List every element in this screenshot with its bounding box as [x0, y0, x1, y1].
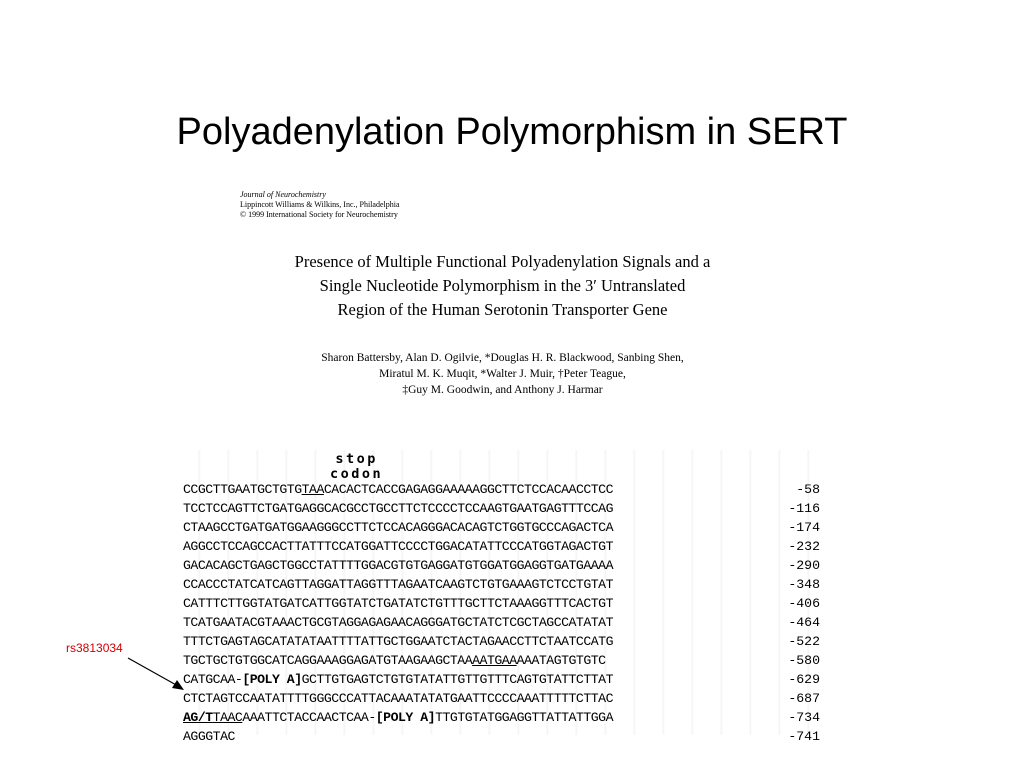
sequence-position: -116 — [788, 501, 820, 516]
sequence-position: -290 — [788, 558, 820, 573]
sequence-position: -406 — [788, 596, 820, 611]
codon-label: codon — [330, 466, 384, 482]
poly-a-marker: [POLY A] — [375, 710, 436, 725]
sequence-position: -232 — [788, 539, 820, 554]
sequence-segment: AAATTCTACCAACTCAA- — [242, 710, 376, 725]
journal-publisher: Lippincott Williams & Wilkins, Inc., Philadelphia — [240, 200, 400, 209]
sequence-segment: GCTTGTGAGTCTGTGTATATTGTTGTTTCAGTGTATTCTTAT — [301, 672, 614, 687]
sequence-line: TTTCTGAGTAGCATATATAATTTTATTGCTGGAATCTACTAGAACCTTCTAATCCATG — [183, 634, 613, 649]
stop-codon-taa: TAA — [301, 482, 324, 497]
sequence-line: AGGCCTCCAGCCACTTATTTCCATGGATTCCCCTGGACATATTCCCATGGTAGACTGT — [183, 539, 613, 554]
sequence-position: -58 — [796, 482, 820, 497]
sequence-segment: CATGCAA- — [183, 672, 243, 687]
sequence-segment: TGCTGCTGTGGCATCAGGAAAGGAGATGTAAGAAGCTAA — [183, 653, 473, 668]
authors-line: ‡Guy M. Goodwin, and Anthony J. Harmar — [402, 384, 603, 396]
sequence-segment: TTGTGTATGGAGGTTATTATTGGA — [435, 710, 614, 725]
sequence-position: -687 — [788, 691, 820, 706]
sequence-line: AGGGTAC — [183, 729, 235, 744]
paper-title-line: Presence of Multiple Functional Polyadenylation Signals and a — [294, 252, 711, 271]
poly-a-marker: [POLY A] — [242, 672, 302, 687]
sequence-line: CTAAGCCTGATGATGGAAGGGCCTTCTCCACAGGGACACAGTCTGGTGCCCAGACTCA — [183, 520, 613, 535]
sequence-segment: CCGCTTGAATGCTGTG — [183, 482, 302, 497]
sequence-line: CATTTCTTGGTATGATCATTGGTATCTGATATCTGTTTGCTTCTAAAGGTTTCACTGT — [183, 596, 613, 611]
sequence-line: TCCTCCAGTTCTGATGAGGCACGCCTGCCTTCTCCCCTCCAAGTGAATGAGTTTCCAG — [183, 501, 613, 516]
sequence-position: -348 — [788, 577, 820, 592]
paper-title-line: Single Nucleotide Polymorphism in the 3′ Untranslated — [319, 276, 686, 295]
journal-copyright: © 1999 International Society for Neurochemistry — [240, 210, 398, 219]
sequence-position: -580 — [788, 653, 820, 668]
sequence-position: -734 — [788, 710, 820, 725]
sequence-segment: AAATAGTGTGTC — [516, 653, 606, 668]
sequence-segment: CACACTCACCGAGAGGAAAAAGGCTTCTCCACAACCTCC — [323, 482, 614, 497]
sequence-position: -174 — [788, 520, 820, 535]
stop-label: stop — [335, 451, 378, 467]
sequence-line: CCACCCTATCATCAGTTAGGATTAGGTTTAGAATCAAGTCTGTGAAAGTCTCCTGTAT — [183, 577, 613, 592]
polyadenylation-signal: TAAC — [212, 710, 243, 725]
sequence-line: GACACAGCTGAGCTGGCCTATTTTGGACGTGTGAGGATGTGGATGGAGGTGATGAAAA — [183, 558, 613, 573]
snp-label: rs3813034 — [66, 641, 123, 655]
polyadenylation-signal: AATGAA — [472, 653, 517, 668]
sequence-position: -741 — [788, 729, 820, 744]
journal-name: Journal of Neurochemistry — [240, 190, 326, 199]
authors-line: Miratul M. K. Muqit, *Walter J. Muir, †Peter Teague, — [379, 368, 626, 380]
authors-line: Sharon Battersby, Alan D. Ogilvie, *Douglas H. R. Blackwood, Sanbing Shen, — [321, 352, 684, 364]
snp-allele: AG/T — [183, 710, 213, 725]
sequence-line: TCATGAATACGTAAACTGCGTAGGAGAGAACAGGGATGCTATCTCGCTAGCCATATAT — [183, 615, 613, 630]
sequence-position: -522 — [788, 634, 820, 649]
paper-title-line: Region of the Human Serotonin Transporter Gene — [337, 300, 668, 319]
sequence-position: -629 — [788, 672, 820, 687]
sequence-line: CTCTAGTCCAATATTTTGGGCCCATTACAAATATATGAATTCCCCAAATTTTTCTTAC — [183, 691, 613, 706]
sequence-position: -464 — [788, 615, 820, 630]
slide-title: Polyadenylation Polymorphism in SERT — [176, 111, 848, 153]
